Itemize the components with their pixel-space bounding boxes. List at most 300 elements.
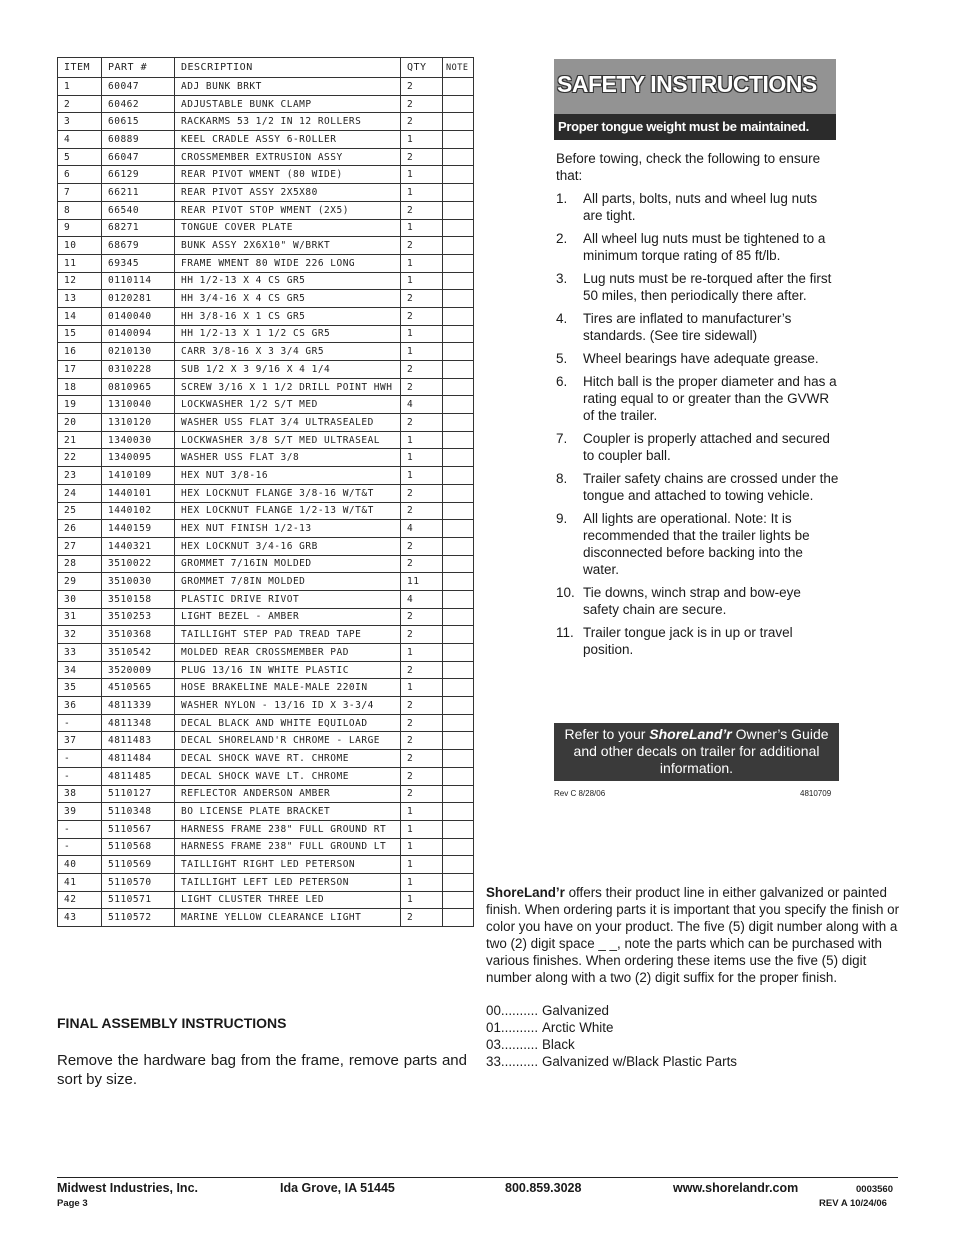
- table-row: [58, 113, 474, 131]
- safety-item-text: Trailer safety chains are crossed under the tongue and attached to towing vehicle.: [583, 471, 839, 503]
- safety-item: [556, 584, 840, 618]
- cell-item: 31: [58, 608, 102, 626]
- cell-item: 9: [58, 219, 102, 237]
- cell-item: 11: [58, 254, 102, 272]
- cell-note: [443, 838, 474, 856]
- cell-description: HARNESS FRAME 238" FULL GROUND LT: [175, 838, 401, 856]
- safety-item-number: 1.: [556, 191, 568, 206]
- cell-item: 24: [58, 484, 102, 502]
- footer-phone: 800.859.3028: [505, 1181, 582, 1195]
- table-row: [58, 272, 474, 290]
- cell-description: ADJUSTABLE BUNK CLAMP: [175, 95, 401, 113]
- cell-note: [443, 361, 474, 379]
- safety-item-number: 2.: [556, 231, 568, 246]
- cell-part-number: 1310040: [102, 396, 175, 414]
- cell-qty: 1: [401, 838, 443, 856]
- cell-item: 22: [58, 449, 102, 467]
- cell-qty: 2: [401, 95, 443, 113]
- cell-qty: 1: [401, 272, 443, 290]
- cell-item: 23: [58, 467, 102, 485]
- cell-item: 12: [58, 272, 102, 290]
- cell-part-number: 3510253: [102, 608, 175, 626]
- table-row: [58, 307, 474, 325]
- cell-note: [443, 909, 474, 927]
- cell-description: PLUG 13/16 IN WHITE PLASTIC: [175, 661, 401, 679]
- header-part-number: PART #: [102, 58, 175, 78]
- cell-note: [443, 166, 474, 184]
- footer-website: www.shorelandr.com: [673, 1181, 799, 1195]
- cell-note: [443, 201, 474, 219]
- final-assembly-title: FINAL ASSEMBLY INSTRUCTIONS: [57, 1015, 287, 1031]
- cell-part-number: 60615: [102, 113, 175, 131]
- cell-note: [443, 272, 474, 290]
- cell-part-number: 0110114: [102, 272, 175, 290]
- cell-note: [443, 679, 474, 697]
- safety-intro: Before towing, check the following to ensure that:: [556, 151, 821, 183]
- safety-doc-number: 4810709: [800, 789, 832, 798]
- cell-item: -: [58, 838, 102, 856]
- safety-item: [556, 470, 840, 504]
- table-row: [58, 449, 474, 467]
- cell-item: 1: [58, 78, 102, 96]
- cell-qty: 11: [401, 573, 443, 591]
- table-row: [58, 891, 474, 909]
- table-row: [58, 644, 474, 662]
- safety-item-number: 11.: [556, 625, 574, 640]
- cell-qty: 2: [401, 502, 443, 520]
- cell-item: 20: [58, 414, 102, 432]
- cell-qty: 1: [401, 820, 443, 838]
- cell-description: REFLECTOR ANDERSON AMBER: [175, 785, 401, 803]
- cell-qty: 2: [401, 785, 443, 803]
- cell-part-number: 1440101: [102, 484, 175, 502]
- table-row: [58, 661, 474, 679]
- cell-note: [443, 626, 474, 644]
- cell-description: DECAL SHOCK WAVE LT. CHROME: [175, 767, 401, 785]
- table-row: [58, 431, 474, 449]
- finish-option: [486, 1053, 737, 1070]
- footer-city: Ida Grove, IA 51445: [280, 1181, 395, 1195]
- safety-header: [554, 59, 836, 140]
- cell-qty: 2: [401, 537, 443, 555]
- footer-doc-number: 0003560: [856, 1184, 893, 1195]
- table-row: [58, 290, 474, 308]
- footer-divider: [57, 1177, 898, 1178]
- cell-description: BO LICENSE PLATE BRACKET: [175, 803, 401, 821]
- cell-part-number: 5110570: [102, 873, 175, 891]
- finish-option: [486, 1002, 737, 1019]
- table-row: [58, 856, 474, 874]
- cell-description: LOCKWASHER 1/2 S/T MED: [175, 396, 401, 414]
- cell-item: -: [58, 714, 102, 732]
- cell-qty: 1: [401, 431, 443, 449]
- cell-note: [443, 697, 474, 715]
- cell-item: 26: [58, 520, 102, 538]
- safety-item-text: Hitch ball is the proper diameter and has a rating equal to or greater than the GVWR of the trailer.: [583, 374, 837, 423]
- cell-note: [443, 148, 474, 166]
- cell-note: [443, 644, 474, 662]
- cell-description: WASHER USS FLAT 3/4 ULTRASEALED: [175, 414, 401, 432]
- cell-note: [443, 767, 474, 785]
- safety-item-number: 4.: [556, 311, 568, 326]
- parts-table-header: [58, 58, 474, 78]
- cell-qty: 1: [401, 644, 443, 662]
- table-row: [58, 396, 474, 414]
- cell-note: [443, 803, 474, 821]
- cell-qty: 2: [401, 378, 443, 396]
- cell-description: GROMMET 7/8IN MOLDED: [175, 573, 401, 591]
- cell-part-number: 66211: [102, 184, 175, 202]
- cell-qty: 1: [401, 467, 443, 485]
- refer-brand: ShoreLand’r: [649, 726, 732, 742]
- cell-note: [443, 414, 474, 432]
- table-row: [58, 679, 474, 697]
- safety-item-number: 8.: [556, 471, 568, 486]
- table-row: [58, 414, 474, 432]
- cell-note: [443, 555, 474, 573]
- cell-part-number: 3510158: [102, 590, 175, 608]
- cell-qty: 2: [401, 201, 443, 219]
- cell-note: [443, 378, 474, 396]
- cell-part-number: 3510368: [102, 626, 175, 644]
- cell-item: 15: [58, 325, 102, 343]
- cell-note: [443, 714, 474, 732]
- safety-item-number: 5.: [556, 351, 568, 366]
- cell-qty: 1: [401, 679, 443, 697]
- cell-note: [443, 343, 474, 361]
- table-row: [58, 608, 474, 626]
- cell-note: [443, 396, 474, 414]
- cell-qty: 2: [401, 113, 443, 131]
- table-row: [58, 909, 474, 927]
- cell-note: [443, 661, 474, 679]
- cell-description: DECAL SHORELAND'R CHROME - LARGE: [175, 732, 401, 750]
- cell-item: 43: [58, 909, 102, 927]
- cell-description: HEX LOCKNUT FLANGE 3/8-16 W/T&T: [175, 484, 401, 502]
- cell-item: 3: [58, 113, 102, 131]
- table-row: [58, 785, 474, 803]
- cell-part-number: 60047: [102, 78, 175, 96]
- table-row: [58, 573, 474, 591]
- table-row: [58, 148, 474, 166]
- cell-part-number: 3510030: [102, 573, 175, 591]
- table-row: [58, 201, 474, 219]
- cell-description: SCREW 3/16 X 1 1/2 DRILL POINT HWH: [175, 378, 401, 396]
- cell-part-number: 5110348: [102, 803, 175, 821]
- safety-title: SAFETY INSTRUCTIONS: [557, 71, 817, 97]
- cell-description: SUB 1/2 X 3 9/16 X 4 1/4: [175, 361, 401, 379]
- finish-label: Galvanized: [542, 1003, 609, 1018]
- header-qty: QTY: [401, 58, 443, 78]
- cell-description: RACKARMS 53 1/2 IN 12 ROLLERS: [175, 113, 401, 131]
- cell-qty: 2: [401, 290, 443, 308]
- safety-item: [556, 373, 840, 424]
- cell-qty: 2: [401, 909, 443, 927]
- cell-qty: 2: [401, 767, 443, 785]
- cell-description: MARINE YELLOW CLEARANCE LIGHT: [175, 909, 401, 927]
- cell-part-number: 3520009: [102, 661, 175, 679]
- cell-note: [443, 184, 474, 202]
- cell-note: [443, 95, 474, 113]
- cell-qty: 1: [401, 856, 443, 874]
- finish-paragraph: [486, 884, 900, 986]
- cell-note: [443, 307, 474, 325]
- safety-item: [556, 270, 840, 304]
- cell-description: HEX NUT 3/8-16: [175, 467, 401, 485]
- safety-item-text: All wheel lug nuts must be tightened to a minimum torque rating of 85 ft/lb.: [583, 231, 826, 263]
- cell-part-number: 1340030: [102, 431, 175, 449]
- cell-item: 25: [58, 502, 102, 520]
- cell-item: -: [58, 767, 102, 785]
- table-row: [58, 95, 474, 113]
- cell-note: [443, 590, 474, 608]
- table-row: [58, 803, 474, 821]
- cell-note: [443, 237, 474, 255]
- cell-qty: 1: [401, 254, 443, 272]
- cell-qty: 2: [401, 661, 443, 679]
- finish-option: [486, 1019, 737, 1036]
- cell-part-number: 0310228: [102, 361, 175, 379]
- cell-note: [443, 113, 474, 131]
- cell-item: -: [58, 820, 102, 838]
- cell-note: [443, 254, 474, 272]
- table-row: [58, 254, 474, 272]
- table-row: [58, 626, 474, 644]
- safety-item-number: 7.: [556, 431, 568, 446]
- finish-code: 01..........: [486, 1020, 539, 1035]
- cell-qty: 1: [401, 803, 443, 821]
- cell-note: [443, 891, 474, 909]
- cell-qty: 2: [401, 237, 443, 255]
- cell-note: [443, 484, 474, 502]
- cell-item: 28: [58, 555, 102, 573]
- cell-qty: 2: [401, 414, 443, 432]
- cell-note: [443, 290, 474, 308]
- finish-label: Arctic White: [542, 1020, 614, 1035]
- cell-part-number: 0140040: [102, 307, 175, 325]
- table-row: [58, 325, 474, 343]
- cell-item: 37: [58, 732, 102, 750]
- cell-part-number: 68679: [102, 237, 175, 255]
- cell-item: 34: [58, 661, 102, 679]
- cell-description: BUNK ASSY 2X6X10" W/BRKT: [175, 237, 401, 255]
- cell-note: [443, 325, 474, 343]
- cell-note: [443, 608, 474, 626]
- cell-item: 2: [58, 95, 102, 113]
- cell-qty: 1: [401, 343, 443, 361]
- cell-qty: 2: [401, 732, 443, 750]
- cell-part-number: 4510565: [102, 679, 175, 697]
- cell-item: 5: [58, 148, 102, 166]
- table-row: [58, 502, 474, 520]
- cell-item: 21: [58, 431, 102, 449]
- safety-item-text: All lights are operational. Note: It is recommended that the trailer lights be disconnected before backing into the water.: [583, 511, 810, 577]
- cell-qty: 1: [401, 219, 443, 237]
- cell-item: 16: [58, 343, 102, 361]
- table-row: [58, 184, 474, 202]
- safety-item-number: 10.: [556, 585, 575, 600]
- final-assembly-text: Remove the hardware bag from the frame, remove parts and sort by size.: [57, 1052, 467, 1088]
- cell-item: 29: [58, 573, 102, 591]
- cell-item: 39: [58, 803, 102, 821]
- cell-part-number: 60889: [102, 131, 175, 149]
- cell-part-number: 3510022: [102, 555, 175, 573]
- cell-note: [443, 750, 474, 768]
- cell-description: HEX LOCKNUT FLANGE 1/2-13 W/T&T: [175, 502, 401, 520]
- cell-description: HH 1/2-13 X 4 CS GR5: [175, 272, 401, 290]
- cell-description: HEX LOCKNUT 3/4-16 GRB: [175, 537, 401, 555]
- cell-part-number: 5110127: [102, 785, 175, 803]
- table-row: [58, 131, 474, 149]
- cell-item: 32: [58, 626, 102, 644]
- cell-part-number: 0140094: [102, 325, 175, 343]
- cell-note: [443, 449, 474, 467]
- cell-note: [443, 219, 474, 237]
- safety-item-text: Tires are inflated to manufacturer’s standards. (See tire sidewall): [583, 311, 792, 343]
- finish-text: offers their product line in either galvanized or painted finish. When ordering parts it is important that you specify the finish or color you have on your product. The five (5) digit number along with a two (2) digit space _ _, note the parts which can be purchased with various finishes. When ordering these items use the five (5) digit number along with a two (2) digit suffix for the proper finish.: [486, 885, 900, 985]
- cell-part-number: 5110571: [102, 891, 175, 909]
- cell-description: HEX NUT FINISH 1/2-13: [175, 520, 401, 538]
- cell-qty: 2: [401, 626, 443, 644]
- cell-part-number: 69345: [102, 254, 175, 272]
- cell-qty: 1: [401, 166, 443, 184]
- safety-item-number: 6.: [556, 374, 568, 389]
- cell-part-number: 1440321: [102, 537, 175, 555]
- cell-qty: 2: [401, 484, 443, 502]
- cell-part-number: 68271: [102, 219, 175, 237]
- cell-item: 36: [58, 697, 102, 715]
- cell-qty: 2: [401, 148, 443, 166]
- cell-description: DECAL BLACK AND WHITE EQUILOAD: [175, 714, 401, 732]
- cell-part-number: 0810965: [102, 378, 175, 396]
- cell-part-number: 66129: [102, 166, 175, 184]
- cell-description: HH 3/8-16 X 1 CS GR5: [175, 307, 401, 325]
- cell-part-number: 60462: [102, 95, 175, 113]
- table-row: [58, 838, 474, 856]
- cell-description: KEEL CRADLE ASSY 6-ROLLER: [175, 131, 401, 149]
- table-row: [58, 237, 474, 255]
- cell-item: 42: [58, 891, 102, 909]
- cell-qty: 2: [401, 78, 443, 96]
- finish-label: Galvanized w/Black Plastic Parts: [542, 1054, 737, 1069]
- finish-label: Black: [542, 1037, 575, 1052]
- cell-description: MOLDED REAR CROSSMEMBER PAD: [175, 644, 401, 662]
- cell-part-number: 1440102: [102, 502, 175, 520]
- safety-checklist: [556, 190, 840, 664]
- cell-item: 18: [58, 378, 102, 396]
- cell-item: 30: [58, 590, 102, 608]
- footer-page: Page 3: [57, 1198, 88, 1209]
- cell-description: FRAME WMENT 80 WIDE 226 LONG: [175, 254, 401, 272]
- cell-item: 41: [58, 873, 102, 891]
- cell-item: 6: [58, 166, 102, 184]
- cell-description: HH 3/4-16 X 4 CS GR5: [175, 290, 401, 308]
- safety-item: [556, 230, 840, 264]
- safety-item: [556, 624, 840, 658]
- parts-table-body: [58, 78, 474, 927]
- cell-description: TAILLIGHT STEP PAD TREAD TAPE: [175, 626, 401, 644]
- cell-note: [443, 431, 474, 449]
- header-item: ITEM: [58, 58, 102, 78]
- cell-description: HOSE BRAKELINE MALE-MALE 220IN: [175, 679, 401, 697]
- cell-qty: 2: [401, 714, 443, 732]
- cell-note: [443, 573, 474, 591]
- table-row: [58, 714, 474, 732]
- safety-item: [556, 350, 840, 367]
- cell-qty: 2: [401, 555, 443, 573]
- header-note: NOTE: [443, 58, 474, 78]
- cell-item: 40: [58, 856, 102, 874]
- cell-item: 17: [58, 361, 102, 379]
- cell-description: DECAL SHOCK WAVE RT. CHROME: [175, 750, 401, 768]
- cell-note: [443, 785, 474, 803]
- table-row: [58, 732, 474, 750]
- cell-qty: 4: [401, 520, 443, 538]
- table-row: [58, 467, 474, 485]
- cell-description: LIGHT CLUSTER THREE LED: [175, 891, 401, 909]
- cell-part-number: 1440159: [102, 520, 175, 538]
- cell-qty: 1: [401, 449, 443, 467]
- cell-note: [443, 537, 474, 555]
- parts-table: [57, 57, 474, 927]
- cell-description: CARR 3/8-16 X 3 3/4 GR5: [175, 343, 401, 361]
- cell-item: -: [58, 750, 102, 768]
- cell-description: ADJ BUNK BRKT: [175, 78, 401, 96]
- cell-qty: 2: [401, 361, 443, 379]
- safety-item-text: Tie downs, winch strap and bow-eye safety chain are secure.: [583, 585, 801, 617]
- refer-notice: [554, 723, 839, 781]
- footer-revision: REV A 10/24/06: [819, 1198, 887, 1209]
- cell-item: 13: [58, 290, 102, 308]
- cell-part-number: 5110568: [102, 838, 175, 856]
- cell-qty: 1: [401, 325, 443, 343]
- safety-item: [556, 310, 840, 344]
- cell-item: 35: [58, 679, 102, 697]
- refer-post: Owner’s Guide and other decals on trailer for additional information.: [573, 726, 829, 776]
- cell-qty: 1: [401, 873, 443, 891]
- table-row: [58, 537, 474, 555]
- table-row: [58, 697, 474, 715]
- cell-qty: 2: [401, 608, 443, 626]
- table-row: [58, 343, 474, 361]
- cell-part-number: 1310120: [102, 414, 175, 432]
- safety-revision: Rev C 8/28/06: [554, 789, 606, 798]
- cell-part-number: 4811485: [102, 767, 175, 785]
- safety-item: [556, 510, 840, 578]
- cell-part-number: 5110569: [102, 856, 175, 874]
- cell-description: WASHER NYLON - 13/16 ID X 3-3/4: [175, 697, 401, 715]
- cell-part-number: 3510542: [102, 644, 175, 662]
- table-row: [58, 873, 474, 891]
- cell-qty: 4: [401, 396, 443, 414]
- finish-options: [486, 1002, 737, 1070]
- cell-item: 27: [58, 537, 102, 555]
- cell-qty: 2: [401, 697, 443, 715]
- safety-item: [556, 430, 840, 464]
- cell-qty: 1: [401, 891, 443, 909]
- cell-part-number: 66540: [102, 201, 175, 219]
- table-row: [58, 378, 474, 396]
- cell-item: 4: [58, 131, 102, 149]
- cell-description: TONGUE COVER PLATE: [175, 219, 401, 237]
- cell-note: [443, 78, 474, 96]
- cell-part-number: 66047: [102, 148, 175, 166]
- cell-note: [443, 520, 474, 538]
- cell-description: HH 1/2-13 X 1 1/2 CS GR5: [175, 325, 401, 343]
- safety-item-number: 9.: [556, 511, 568, 526]
- cell-qty: 4: [401, 590, 443, 608]
- cell-description: REAR PIVOT STOP WMENT (2X5): [175, 201, 401, 219]
